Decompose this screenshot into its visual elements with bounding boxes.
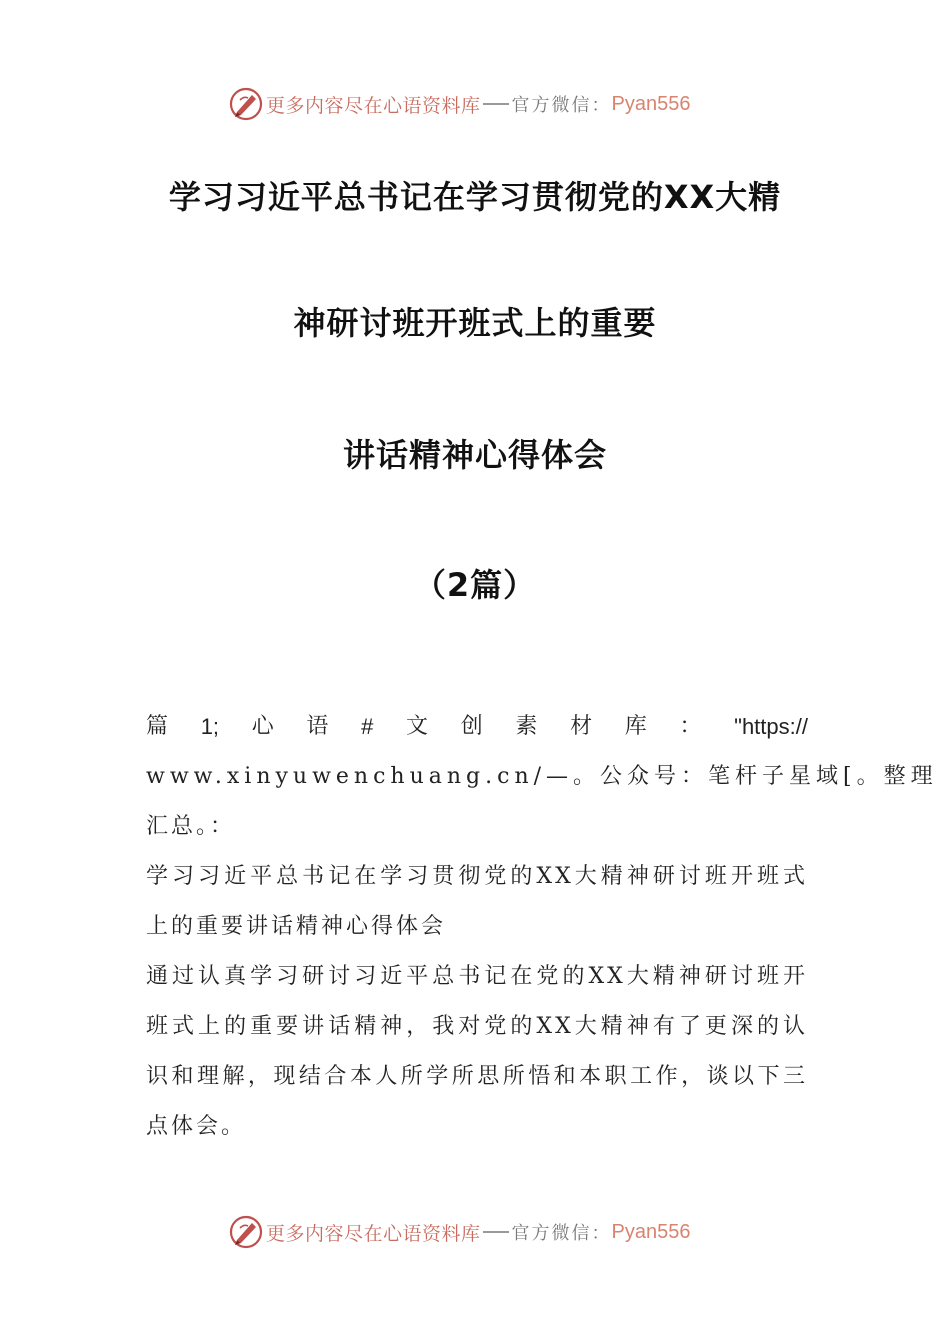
article-subtitle: 学习习近平总书记在学习贯彻党的XX大精神研讨班开班式上的重要讲话精神心得体会: [146, 864, 808, 939]
footer-banner-wechat-label: 官方微信：: [511, 1223, 612, 1244]
intro-token: 文: [406, 714, 429, 739]
document-title-line-2: 神研讨班开班式上的重要: [293, 304, 657, 342]
pen-logo-icon: [228, 86, 264, 122]
intro-token: #: [361, 714, 374, 739]
document-title-line-1: 学习习近平总书记在学习贯彻党的XX大精: [168, 178, 782, 216]
header-watermark-banner: [228, 84, 748, 124]
intro-line-2: www.xinyuwenchuang.cn/—。公众号：笔杆子星域[。整理: [146, 764, 938, 789]
header-banner-wechat-label: 官方微信：: [511, 95, 612, 116]
footer-banner-wechat-id: Pyan556: [611, 1220, 691, 1243]
pen-logo-icon: [228, 1214, 264, 1250]
header-banner-wechat-id: Pyan556: [611, 92, 691, 115]
document-article-count: （2篇）: [413, 566, 537, 604]
intro-token: 1;: [200, 714, 220, 739]
article-paragraph-1: 通过认真学习研讨习近平总书记在党的XX大精神研讨班开班式上的重要讲话精神，我对党的XX大精神有了更深的认识和理解，现结合本人所学所思所悟和本职工作，谈以下三点体会。: [146, 964, 808, 1139]
intro-token: 材: [570, 714, 593, 739]
intro-token: 创: [460, 714, 483, 739]
intro-line-1: [146, 702, 808, 752]
intro-token: 库: [624, 714, 647, 739]
footer-banner-text: 更多内容尽在心语资料库: [266, 1222, 481, 1245]
footer-watermark-banner: [228, 1212, 748, 1252]
intro-token: 心: [251, 714, 274, 739]
footer-banner-dash: [483, 1231, 509, 1233]
intro-line-3: 汇总。：: [146, 814, 236, 839]
intro-token: 语: [306, 714, 329, 739]
intro-source-url-start[interactable]: "https://: [734, 714, 808, 739]
header-banner-text: 更多内容尽在心语资料库: [266, 94, 481, 117]
intro-token: 素: [515, 714, 538, 739]
document-title-line-3: 讲话精神心得体会: [342, 436, 607, 474]
intro-token: ：: [679, 714, 702, 739]
document-body: [146, 702, 938, 1152]
intro-token: 篇: [146, 714, 169, 739]
header-banner-dash: [483, 103, 509, 105]
